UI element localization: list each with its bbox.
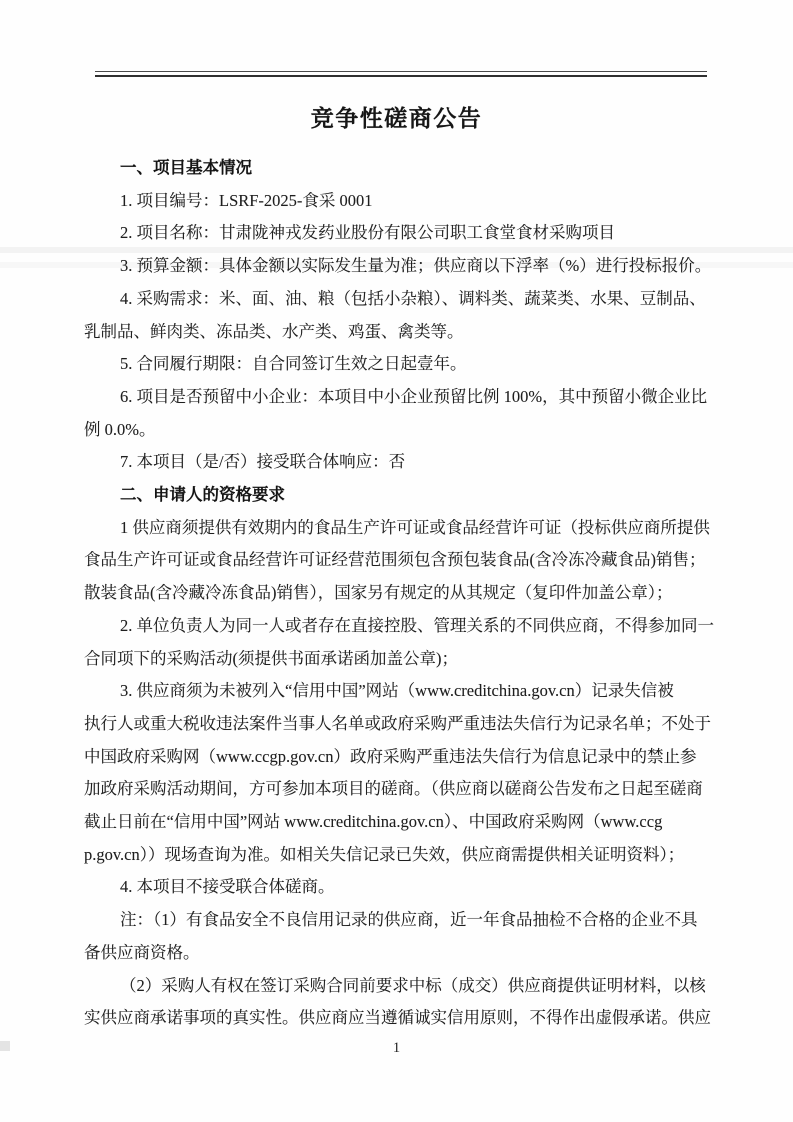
doc-line-credit-china-rule-2: 执行人或重大税收违法案件当事人名单或政府采购严重违法失信行为记录名单；不处于	[84, 713, 711, 733]
doc-line-consortium-response: 7. 本项目（是/否）接受联合体响应：否	[120, 452, 406, 472]
doc-line-credit-china-rule-5: 截止日前在“信用中国”网站 www.creditchina.gov.cn）、中国政府采购网（www.ccg	[84, 812, 663, 832]
doc-line-license-req: 1 供应商须提供有效期内的食品生产许可证或食品经营许可证（投标供应商所提供	[120, 517, 710, 537]
doc-line-same-person-rule: 2. 单位负责人为同一人或者存在直接控股、管理关系的不同供应商，不得参加同一	[120, 615, 714, 635]
document-title: 竞争性磋商公告	[310, 106, 483, 131]
doc-line-procurement-needs: 4. 采购需求：米、面、油、粮（包括小杂粮）、调料类、蔬菜类、水果、豆制品、	[120, 288, 706, 308]
doc-line-sme-reservation-2: 例 0.0%。	[84, 419, 156, 439]
header-double-rule	[95, 71, 707, 77]
doc-line-budget: 3. 预算金额：具体金额以实际发生量为准；供应商以下浮率（%）进行投标报价。	[120, 256, 712, 276]
doc-line-sme-reservation: 6. 项目是否预留中小企业：本项目中小企业预留比例 100%，其中预留小微企业比	[120, 386, 708, 406]
doc-line-note-2: （2）采购人有权在签订采购合同前要求中标（成交）供应商提供证明材料，以核	[120, 975, 706, 995]
doc-line-same-person-rule-2: 合同项下的采购活动(须提供书面承诺函加盖公章)；	[84, 648, 458, 668]
doc-line-note-1: 注：（1）有食品安全不良信用记录的供应商，近一年食品抽检不合格的企业不具	[120, 910, 698, 930]
doc-line-project-name: 2. 项目名称：甘肃陇神戎发药业股份有限公司职工食堂食材采购项目	[120, 223, 615, 243]
doc-line-procurement-needs-2: 乳制品、鲜肉类、冻品类、水产类、鸡蛋、禽类等。	[84, 321, 464, 341]
section-heading-qualifications: 二、申请人的资格要求	[120, 485, 285, 505]
doc-line-license-req-2: 食品生产许可证或食品经营许可证经营范围须包含预包装食品(含冷冻冷藏食品)销售；	[84, 550, 706, 570]
page-number: 1	[392, 1040, 401, 1056]
doc-line-credit-china-rule: 3. 供应商须为未被列入“信用中国”网站（www.creditchina.gov.cn）记录失信被	[120, 681, 674, 701]
section-heading-basic-info: 一、项目基本情况	[120, 158, 252, 177]
document-body	[84, 152, 720, 1035]
doc-line-credit-china-rule-6: p.gov.cn））现场查询为准。如相关失信记录已失效，供应商需提供相关证明资料）；	[84, 844, 685, 864]
doc-line-credit-china-rule-3: 中国政府采购网（www.ccgp.gov.cn）政府采购严重违法失信行为信息记录中的禁止参	[84, 746, 697, 766]
doc-line-note-2-2: 实供应商承诺事项的真实性。供应商应当遵循诚实信用原则，不得作出虚假承诺。供应	[84, 1008, 711, 1028]
doc-line-credit-china-rule-4: 加政府采购活动期间，方可参加本项目的磋商。（供应商以磋商公告发布之日起至磋商	[84, 779, 703, 799]
doc-line-license-req-3: 散装食品(含冷藏冷冻食品)销售），国家另有规定的从其规定（复印件加盖公章）；	[84, 583, 673, 603]
doc-line-no-consortium: 4. 本项目不接受联合体磋商。	[120, 877, 335, 897]
doc-line-project-number: 1. 项目编号：LSRF-2025-食采 0001	[120, 190, 373, 210]
doc-line-note-1-2: 备供应商资格。	[84, 942, 200, 962]
doc-line-contract-period: 5. 合同履行期限：自合同签订生效之日起壹年。	[120, 354, 467, 374]
